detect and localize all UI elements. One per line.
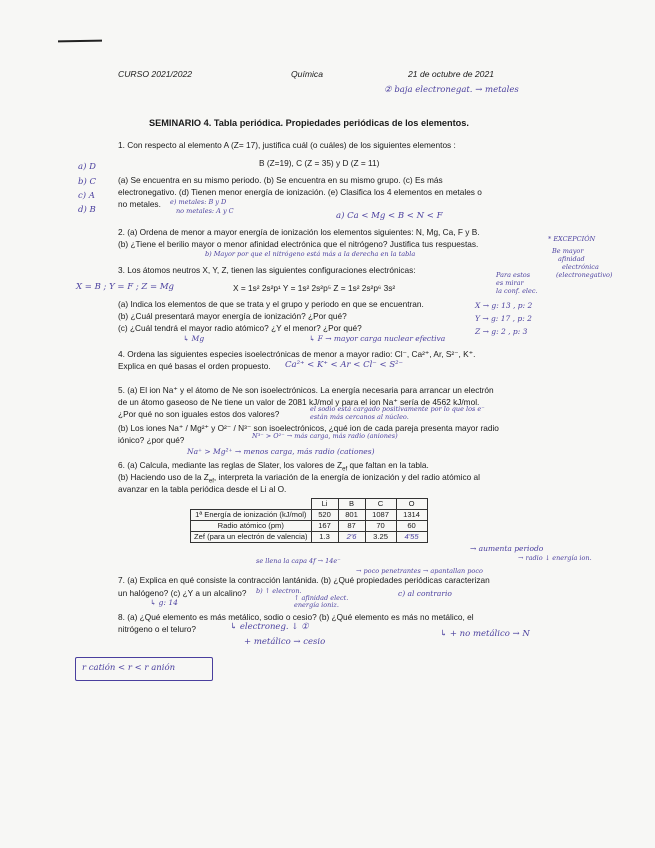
pen-stroke-mark (58, 40, 102, 43)
table-cell: 1087 (365, 510, 396, 521)
header-handwritten-note: ② baja electronegat. → metales (384, 85, 519, 95)
q4-line2: Explica en qué basas el orden propuesto. (118, 361, 271, 371)
q1-line2: (a) Se encuentra en su mismo periodo. (b) Se encuentra en su mismo grupo. (c) Es más (118, 175, 443, 185)
table-row (191, 510, 428, 521)
table-header-cell: O (396, 499, 427, 510)
q5-line2: de un átomo gaseoso de Ne tiene un valor de 2081 kJ/mol y para el ion Na⁺ sería de 4562 kJ/mol. (118, 397, 480, 407)
q1-hand-nonmetals: no metales: A y C (176, 207, 234, 215)
q3-line1: 3. Los átomos neutros X, Y, Z, tienen las siguientes configuraciones electrónicas: (118, 265, 416, 275)
q7-hand-g: ↳ g: 14 (150, 598, 178, 607)
table-cell: 167 (311, 521, 338, 532)
q1-line1: 1. Con respecto al elemento A (Z= 17), justifica cuál (o cuáles) de los siguientes elementos : (118, 140, 456, 150)
q5-hand-b2: Na⁺ > Mg²⁺ → menos carga, más radio (cationes) (187, 447, 375, 456)
subject-label: Química (291, 69, 323, 79)
q5-line4: (b) Los iones Na⁺ / Mg²⁺ y O²⁻ / N³⁻ son isoelectrónicos, ¿qué ion de cada pareja presenta mayor radio (118, 423, 499, 433)
q3-line2: (a) Indica los elementos de que se trata y el grupo y periodo en que se encuentran. (118, 299, 424, 309)
q3-line4: (c) ¿Cuál tendrá el mayor radio atómico? ¿Y el menor? ¿Por qué? (118, 323, 362, 333)
q2-hand-right1: Be mayor (552, 247, 584, 255)
table-header-cell: B (338, 499, 365, 510)
q6-line2: (b) Haciendo uso de la $Z_{ef}$, interpreta la variación de la energía de ionización y del radio atómico al (118, 472, 480, 485)
q1-elements: B (Z=19), C (Z = 35) y D (Z = 11) (259, 158, 380, 168)
q3-hand-side3: la conf. elec. (496, 287, 538, 295)
q3-hand-x: X → g: 13 , p: 2 (475, 301, 533, 310)
q2-hand-answer-a: a) Ca < Mg < B < N < F (336, 211, 443, 221)
q6-hand-right1: → aumenta periodo (470, 544, 544, 553)
table-row (191, 532, 428, 543)
q2-hand-answer-b: b) Mayor por que el nitrógeno está más a la derecha en la tabla (205, 250, 416, 258)
zef-table (190, 498, 428, 543)
q7-hand-b: b) ↑ electron. (256, 587, 302, 595)
q7-hand-b2: ↑ afinidad elect. (294, 594, 349, 602)
q5-hand-a2: están más cercanos al núcleo. (310, 413, 409, 421)
q1-hand-metals: e) metales: B y D (170, 198, 227, 206)
q7-hand-b3: energía ioniz. (294, 601, 339, 609)
q4-hand-answer: Ca²⁺ < K⁺ < Ar < Cl⁻ < S²⁻ (285, 360, 404, 370)
q5-hand-a1: el sodio está cargado positivamente por lo que los e⁻ (310, 405, 485, 413)
q3-configs: X = 1s² 2s²p¹ Y = 1s² 2s²p⁵ Z = 1s² 2s²p⁶ 3s² (233, 283, 396, 293)
table-cell: 4'55 (396, 532, 427, 543)
q1-line4: no metales. (118, 199, 161, 209)
q8-line2: nitrógeno o el teluro? (118, 624, 196, 634)
q2-hand-exception: * EXCEPCIÓN (548, 235, 596, 243)
course-label: CURSO 2021/2022 (118, 69, 193, 79)
table-header-cell (191, 499, 312, 510)
table-cell: 801 (338, 510, 365, 521)
table-cell: 3.25 (365, 532, 396, 543)
q1-margin-answer-b: b) C (78, 177, 96, 187)
q1-margin-answer-d: d) B (78, 205, 96, 215)
q5-line5: iónico? ¿por qué? (118, 435, 185, 445)
q6-hand-under1: se llena la capa 4f → 14e⁻ (256, 557, 341, 565)
q1-margin-answer-a: a) D (78, 162, 96, 172)
q3-hand-mg: ↳ Mg (183, 334, 205, 343)
q7-line1: 7. (a) Explica en qué consiste la contracción lantánida. (b) ¿Qué propiedades periódicas caracterizan (118, 575, 490, 585)
q5-hand-b1: N³⁻ > O²⁻ → más carga, más radio (aniones) (252, 432, 398, 440)
q6-line3: avanzar en la tabla periódica desde el Li al O. (118, 484, 287, 494)
q3-hand-y: Y → g: 17 , p: 2 (475, 314, 532, 323)
q2-hand-right3: electrónica (562, 263, 599, 271)
table-cell: 60 (396, 521, 427, 532)
q3-hand-z: Z → g: 2 , p: 3 (475, 327, 528, 336)
q8-hand-a1: ↳ electroneg. ↓ ① (230, 622, 309, 632)
q8-hand-b: ↳ + no metálico → N (440, 629, 530, 639)
q1-margin-answer-c: c) A (78, 191, 95, 201)
table-cell: 1.3 (311, 532, 338, 543)
date-label: 21 de octubre de 2021 (408, 69, 495, 79)
q3-hand-side2: es mirar (496, 279, 524, 287)
q5-line3: ¿Por qué no son iguales estos dos valores? (118, 409, 280, 419)
q7-line2: un halógeno? (c) ¿Y a un alcalino? (118, 588, 247, 598)
q1-line3: electronegativo. (d) Tienen menor energía de ionización. (e) Clasifica los 4 elementos en metales o (118, 187, 482, 197)
boxed-note-text: r catión < r < r anión (82, 663, 176, 673)
page-title: SEMINARIO 4. Tabla periódica. Propiedades periódicas de los elementos. (149, 118, 469, 128)
q3-hand-xyz: X = B ; Y = F ; Z = Mg (76, 282, 174, 292)
q8-hand-a2: + metálico → cesio (244, 637, 326, 647)
q6-line1: 6. (a) Calcula, mediante las reglas de Slater, los valores de $Z_{ef}$ que faltan en la tabla. (118, 460, 429, 473)
table-cell: Radio atómico (pm) (191, 521, 312, 532)
table-cell: 1314 (396, 510, 427, 521)
table-cell: 1ª Energía de ionización (kJ/mol) (191, 510, 312, 521)
q8-line1: 8. (a) ¿Qué elemento es más metálico, sodio o cesio? (b) ¿Qué elemento es más no metálico, el (118, 612, 474, 622)
table-cell: Zef (para un electrón de valencia) (191, 532, 312, 543)
table-cell: 87 (338, 521, 365, 532)
table-header-cell: C (365, 499, 396, 510)
q3-hand-side1: Para estos (496, 271, 531, 279)
table-cell: 70 (365, 521, 396, 532)
q2-hand-right4: (electronegativo) (556, 271, 613, 279)
q7-hand-c: c) al contrario (398, 589, 452, 598)
q2-hand-right2: afinidad (558, 255, 585, 263)
q2-line1: 2. (a) Ordena de menor a mayor energía de ionización los elementos siguientes: N, Mg, Ca, F y B. (118, 227, 480, 237)
q3-line3: (b) ¿Cuál presentará mayor energía de ionización? ¿Por qué? (118, 311, 347, 321)
q3-hand-f: ↳ F → mayor carga nuclear efectiva (309, 334, 446, 343)
boxed-handwritten-note (75, 657, 213, 681)
table-header-row (191, 499, 428, 510)
q4-line1: 4. Ordena las siguientes especies isoelectrónicas de menor a mayor radio: Cl⁻, Ca²⁺, Ar, S²⁻, K⁺. (118, 349, 476, 359)
q2-line2: (b) ¿Tiene el berilio mayor o menor afinidad electrónica que el nitrógeno? Justifica tus respuestas. (118, 239, 479, 249)
table-row (191, 521, 428, 532)
table-cell: 2'6 (338, 532, 365, 543)
table-cell: 520 (311, 510, 338, 521)
q5-line1: 5. (a) El ion Na⁺ y el átomo de Ne son isoelectrónicos. La energía necesaria para arrancar un electrón (118, 385, 494, 395)
q6-hand-under2: → poco penetrantes → apantallan poco (356, 567, 483, 575)
q6-hand-right2: → radio ↓ energía ion. (518, 554, 592, 562)
table-header-cell: Li (311, 499, 338, 510)
